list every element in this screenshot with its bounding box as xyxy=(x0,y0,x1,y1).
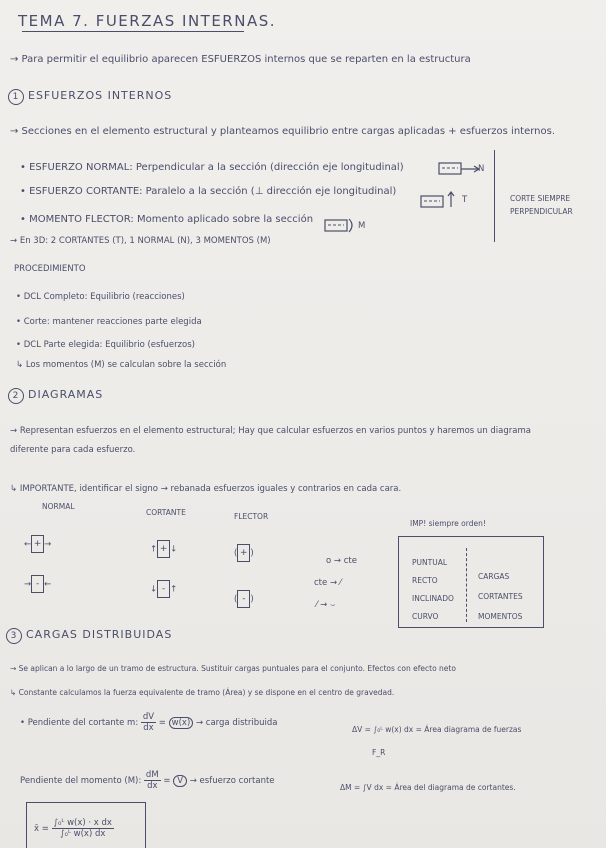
flector-positive-diagram: ( + ) xyxy=(234,544,254,562)
row-right-0: CARGAS xyxy=(478,572,510,581)
col-cortante-label: CORTANTE xyxy=(146,508,186,517)
row-left-3: CURVO xyxy=(412,612,439,621)
section-1-heading xyxy=(8,89,172,105)
momento-symbol: M xyxy=(358,221,366,231)
cortante-arrow-icon xyxy=(420,190,460,210)
shape-line-to-curve: ⁄ → ⌣ xyxy=(316,600,336,610)
s1-line1: → Secciones en el elemento estructural y planteamos equilibrio entre cargas aplicadas + esfuerzos internos. xyxy=(10,126,556,137)
fr-label: F_R xyxy=(372,748,386,757)
section-2-heading xyxy=(8,388,103,404)
proc-step-1: • DCL Completo: Equilibrio (reacciones) xyxy=(16,292,185,302)
delta-v-formula: ΔV = ∫₀ᴸ w(x) dx = Área diagrama de fuerzas xyxy=(352,725,522,734)
section-1-title: ESFUERZOS INTERNOS xyxy=(28,89,173,102)
normal-symbol: N xyxy=(478,164,485,174)
row-right-1: CORTANTES xyxy=(478,592,523,601)
proc-step-4: ↳ Los momentos (M) se calculan sobre la sección xyxy=(16,360,227,370)
shape-cte-to-line: cte → ⁄ xyxy=(314,578,342,588)
corte-siempre-label: CORTE SIEMPRE PERPENDICULAR xyxy=(510,194,573,216)
imp-note: IMP! siempre orden! xyxy=(410,519,486,528)
cortante-symbol: T xyxy=(462,195,468,205)
cortante-negative-diagram: ↓ - ↑ xyxy=(150,580,177,598)
section-1-number: 1 xyxy=(8,89,24,105)
row-left-2: INCLINADO xyxy=(412,594,454,603)
normal-positive-diagram: ← + → xyxy=(24,535,51,553)
s3-line2: ↳ Constante calculamos la fuerza equivalente de tramo (Área) y se dispone en el centro de gravedad. xyxy=(10,688,395,697)
section-3-number: 3 xyxy=(6,628,22,644)
corte-brace xyxy=(494,150,495,242)
title-underline xyxy=(22,31,244,32)
section-2-number: 2 xyxy=(8,388,24,404)
proc-step-2: • Corte: mantener reacciones parte elegida xyxy=(16,317,202,327)
cortante-positive-diagram: ↑ + ↓ xyxy=(150,540,177,558)
delta-m-formula: ΔM = ∫V dx = Área del diagrama de cortantes. xyxy=(340,783,516,792)
section-2-title: DIAGRAMAS xyxy=(28,388,104,401)
procedimiento-heading: PROCEDIMIENTO xyxy=(14,264,86,274)
row-left-1: RECTO xyxy=(412,576,438,585)
momento-arrow-icon xyxy=(324,216,356,236)
row-right-2: MOMENTOS xyxy=(478,612,523,621)
s2-line1: → Representan esfuerzos en el elemento estructural; Hay que calcular esfuerzos en varios puntos y haremos un diagrama xyxy=(10,426,531,436)
page-title: TEMA 7. FUERZAS INTERNAS. xyxy=(18,12,277,30)
momento-flector: • MOMENTO FLECTOR: Momento aplicado sobre la sección xyxy=(20,214,314,225)
esfuerzo-normal: • ESFUERZO NORMAL: Perpendicular a la sección (dirección eje longitudinal) xyxy=(20,162,404,173)
s2-line2: diferente para cada esfuerzo. xyxy=(10,445,136,455)
s3-line1: → Se aplican a lo largo de un tramo de estructura. Sustituir cargas puntuales para el conjunto. Efectos con efecto neto xyxy=(10,664,456,673)
pendiente-momento-row: Pendiente del momento (M): $\frac{dM}{dx}$ = V → esfuerzo cortante xyxy=(20,770,275,791)
intro-line: → Para permitir el equilibrio aparecen ESFUERZOS internos que se reparten en la estructura xyxy=(10,54,471,65)
esfuerzo-cortante: • ESFUERZO CORTANTE: Paralelo a la sección (⊥ dirección eje longitudinal) xyxy=(20,186,397,197)
row-left-0: PUNTUAL xyxy=(412,558,448,567)
section-3-heading xyxy=(6,628,172,644)
proc-step-3: • DCL Parte elegida: Equilibrio (esfuerzos) xyxy=(16,340,195,350)
col-flector-label: FLECTOR xyxy=(234,512,269,521)
s2-importante: ↳ IMPORTANTE, identificar el signo → rebanada esfuerzos iguales y contrarios en cada cara. xyxy=(10,484,402,494)
section-3-title: CARGAS DISTRIBUIDAS xyxy=(26,628,173,641)
xbar-formula: x̄ = $\frac{\text{∫₀ᴸ w(x) · x dx}}{\text{∫₀ᴸ w(x) dx}}$ xyxy=(34,818,112,839)
order-divider xyxy=(466,548,467,622)
pendiente-cortante-row: • Pendiente del cortante m: $\frac{dV}{dx}$ = w(x) → carga distribuida xyxy=(20,712,278,733)
en-3d-line: → En 3D: 2 CORTANTES (T), 1 NORMAL (N), 3 MOMENTOS (M) xyxy=(10,236,271,246)
normal-negative-diagram: → - ← xyxy=(24,575,51,593)
col-normal-label: NORMAL xyxy=(42,502,75,511)
shape-const-to-cte: o → cte xyxy=(326,556,357,566)
flector-negative-diagram: ( - ) xyxy=(234,590,254,608)
